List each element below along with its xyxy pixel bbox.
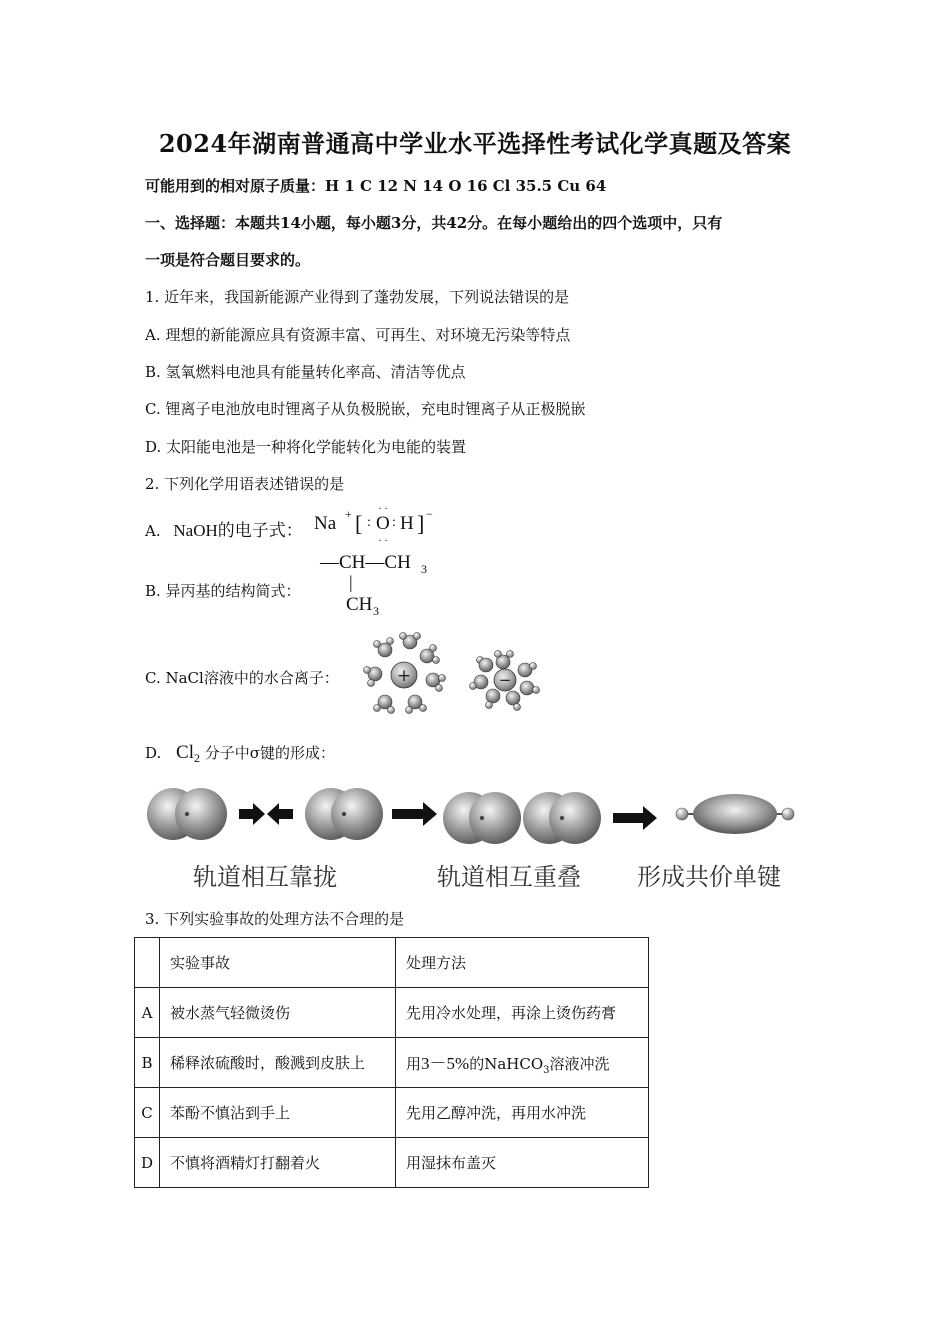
orbital-overlap	[443, 792, 601, 844]
q1-option-a: A. 理想的新能源应具有资源丰富、可再生、对环境无污染等特点	[145, 326, 571, 344]
table-header-row	[135, 938, 649, 988]
cl2-subscript: 2	[194, 751, 200, 765]
q3-stem: 3. 下列实验事故的处理方法不合理的是	[145, 910, 405, 928]
na-charge: +	[345, 507, 352, 521]
q1-option-c: C. 锂离子电池放电时锂离子从负极脱嵌，充电时锂离子从正极脱嵌	[145, 400, 586, 418]
caption-bond: 形成共价单键	[637, 863, 781, 891]
q2-option-b: B. 异丙基的结构简式：	[145, 582, 301, 600]
section-heading-line2: 一项是符合题目要求的。	[145, 251, 311, 269]
approach-arrows-icon	[239, 803, 293, 825]
o-symbol: O	[376, 513, 390, 534]
isopropyl-structure: —CH—CH 3 | CH 3	[320, 552, 427, 618]
caption-approach: 轨道相互靠拢	[193, 863, 337, 891]
header-blank	[135, 938, 160, 988]
method-cell-b: 用3－5%的NaHCO$_3$溶液冲洗	[396, 1038, 649, 1088]
caption-overlap: 轨道相互重叠	[437, 863, 581, 891]
sigma-bond-diagram	[145, 780, 805, 860]
header-accident: 实验事故	[160, 938, 396, 988]
q1-option-b: B. 氢氧燃料电池具有能量转化率高、清洁等优点	[145, 363, 466, 381]
header-method: 处理方法	[396, 938, 649, 988]
q2-option-a	[145, 516, 303, 541]
q1-stem: 1. 近年来，我国新能源产业得到了蓬勃发展，下列说法错误的是	[145, 288, 570, 306]
hydrated-anion	[470, 651, 540, 711]
hydrated-ions-diagram	[355, 632, 555, 717]
section-heading-line1: 一、选择题：本题共14小题，每小题3分，共42分。在每小题给出的四个选项中，只有	[145, 214, 723, 232]
cation-sign: +	[396, 666, 412, 686]
right-arrow-icon	[392, 802, 437, 826]
atomic-masses: 可能用到的相对原子质量：H 1 C 12 N 14 O 16 Cl 35.5 Cu 64	[145, 177, 607, 195]
table-row: A 被水蒸气轻微烫伤 先用冷水处理，再涂上烫伤药膏	[135, 988, 649, 1038]
isopropyl-main-chain: —CH—CH	[320, 552, 411, 573]
table-row: C 苯酚不慎沾到手上 先用乙醇冲洗，再用水冲洗	[135, 1088, 649, 1138]
na-symbol: Na	[314, 513, 337, 534]
anion-sign: −	[498, 671, 512, 689]
accident-table	[134, 937, 649, 1188]
isopropyl-branch: CH	[346, 594, 373, 615]
oh-charge: −	[426, 507, 433, 521]
cl2-symbol: Cl	[176, 742, 194, 763]
q1-option-d: D. 太阳能电池是一种将化学能转化为电能的装置	[145, 438, 467, 456]
q2-a-text: NaOH的电子式：	[173, 521, 303, 540]
orbital-pair-close	[305, 788, 383, 840]
q2-stem: 2. 下列化学用语表述错误的是	[145, 475, 345, 493]
naoh-electron-formula: Na + [ : O ·· ·· : H ] −	[314, 501, 433, 547]
q2-option-d	[145, 742, 335, 766]
q2-option-c: C. NaCl溶液中的水合离子：	[145, 669, 339, 687]
covalent-bond	[676, 794, 794, 834]
orbital-pair-approach	[147, 788, 227, 840]
q2-d-label: D.	[145, 744, 162, 762]
right-arrow-icon	[613, 806, 657, 830]
table-row: B 稀释浓硫酸时，酸溅到皮肤上 用3－5%的NaHCO$_3$溶液冲洗	[135, 1038, 649, 1088]
page-title: 2024年湖南普通高中学业水平选择性考试化学真题及答案	[158, 129, 792, 158]
h-symbol: H	[400, 513, 414, 534]
hydrated-cation	[364, 633, 446, 714]
table-row: D 不慎将酒精灯打翻着火 用湿抹布盖灭	[135, 1138, 649, 1188]
q2-d-text: 分子中σ键的形成：	[204, 744, 336, 762]
q2-a-label: A.	[145, 522, 161, 540]
